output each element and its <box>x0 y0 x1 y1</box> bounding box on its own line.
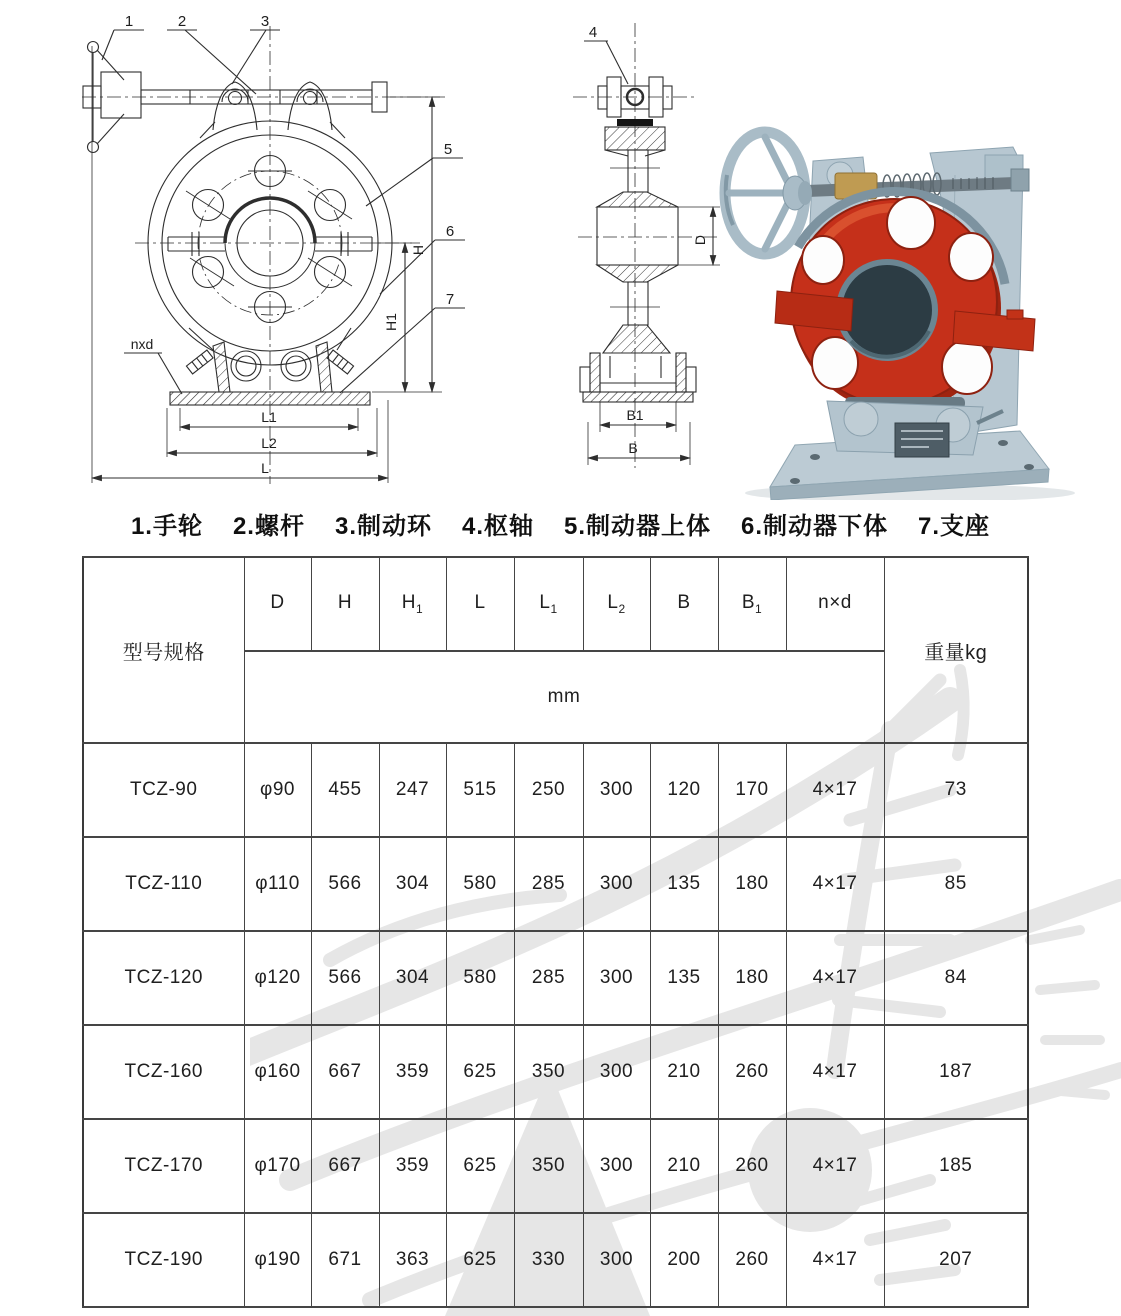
model-cell: TCZ-120 <box>83 931 244 1025</box>
value-cell: 304 <box>379 931 446 1025</box>
table-row <box>83 931 1028 1025</box>
weight-cell: 185 <box>884 1119 1028 1213</box>
dim-l-label: L <box>261 460 269 476</box>
callout-1-label: 1 <box>124 13 134 30</box>
table-row <box>83 1025 1028 1119</box>
value-cell: φ90 <box>244 743 311 837</box>
value-cell: 300 <box>583 931 650 1025</box>
value-cell: 625 <box>446 1119 514 1213</box>
value-cell: 285 <box>514 837 583 931</box>
col-header-b1: $B_1$ <box>718 557 786 651</box>
col-header-h: H <box>311 557 379 651</box>
value-cell: 300 <box>583 1119 650 1213</box>
value-cell: 300 <box>583 743 650 837</box>
value-cell: 300 <box>583 837 650 931</box>
model-column-header: 型号规格 <box>83 557 244 743</box>
callout-2-label: 2 <box>177 13 187 30</box>
callout-3-label: 3 <box>260 13 270 30</box>
table-row <box>83 837 1028 931</box>
value-cell: 625 <box>446 1213 514 1307</box>
col-header-l: L <box>446 557 514 651</box>
value-cell: 566 <box>311 837 379 931</box>
callout-6-label: 6 <box>445 223 455 240</box>
value-cell: 247 <box>379 743 446 837</box>
col-header-b: B <box>650 557 718 651</box>
table-row <box>83 1119 1028 1213</box>
dim-nxd-label: nxd <box>130 336 154 352</box>
value-cell: 330 <box>514 1213 583 1307</box>
model-cell: TCZ-110 <box>83 837 244 931</box>
product-photo <box>715 105 1121 500</box>
legend-item: 6.制动器下体 <box>741 513 889 540</box>
table-row <box>83 743 1028 837</box>
value-cell: 285 <box>514 931 583 1025</box>
value-cell: 580 <box>446 837 514 931</box>
value-cell: 580 <box>446 931 514 1025</box>
model-cell: TCZ-90 <box>83 743 244 837</box>
unit-cell: mm <box>244 651 884 743</box>
value-cell: φ120 <box>244 931 311 1025</box>
legend-item: 2.螺杆 <box>232 513 305 540</box>
col-header-l1: $L_1$ <box>514 557 583 651</box>
callout-5-label: 5 <box>443 141 453 158</box>
value-cell: 4×17 <box>786 743 884 837</box>
value-cell: 667 <box>311 1025 379 1119</box>
value-cell: 135 <box>650 931 718 1025</box>
model-cell: TCZ-190 <box>83 1213 244 1307</box>
value-cell: 671 <box>311 1213 379 1307</box>
value-cell: 4×17 <box>786 837 884 931</box>
col-header-nxd: n×d <box>786 557 884 651</box>
value-cell: 180 <box>718 931 786 1025</box>
value-cell: 359 <box>379 1025 446 1119</box>
value-cell: 304 <box>379 837 446 931</box>
value-cell: 566 <box>311 931 379 1025</box>
nameplate <box>895 423 949 457</box>
weight-cell: 85 <box>884 837 1028 931</box>
value-cell: φ160 <box>244 1025 311 1119</box>
value-cell: 300 <box>583 1025 650 1119</box>
value-cell: 363 <box>379 1213 446 1307</box>
spec-table-container <box>82 556 1029 1308</box>
weight-cell: 207 <box>884 1213 1028 1307</box>
col-header-h1: $H_1$ <box>379 557 446 651</box>
dim-h1-label: H1 <box>383 313 399 331</box>
model-cell: TCZ-160 <box>83 1025 244 1119</box>
dim-b-label: B <box>628 440 638 456</box>
value-cell: 120 <box>650 743 718 837</box>
value-cell: 260 <box>718 1119 786 1213</box>
value-cell: φ190 <box>244 1213 311 1307</box>
value-cell: 250 <box>514 743 583 837</box>
callout-7-label: 7 <box>445 291 455 308</box>
legend-item: 7.支座 <box>918 513 991 540</box>
weight-cell: 73 <box>884 743 1028 837</box>
header-row <box>83 557 1028 651</box>
spec-table-body <box>83 557 1028 1307</box>
parts-legend <box>0 506 1121 541</box>
col-header-d: D <box>244 557 311 651</box>
weight-cell: 187 <box>884 1025 1028 1119</box>
value-cell: 4×17 <box>786 1213 884 1307</box>
value-cell: 4×17 <box>786 931 884 1025</box>
front-view-drawing <box>80 10 480 500</box>
dim-l1-label: L1 <box>261 409 277 425</box>
callout-4-label: 4 <box>588 24 598 41</box>
legend-item: 3.制动环 <box>334 513 432 540</box>
value-cell: 200 <box>650 1213 718 1307</box>
weight-column-header: 重量kg <box>884 557 1028 743</box>
value-cell: 135 <box>650 837 718 931</box>
value-cell: 4×17 <box>786 1025 884 1119</box>
dim-l2-label: L2 <box>261 435 277 451</box>
model-cell: TCZ-170 <box>83 1119 244 1213</box>
value-cell: 667 <box>311 1119 379 1213</box>
value-cell: 260 <box>718 1025 786 1119</box>
value-cell: 300 <box>583 1213 650 1307</box>
legend-item: 4.枢轴 <box>461 513 534 540</box>
value-cell: 515 <box>446 743 514 837</box>
value-cell: 210 <box>650 1025 718 1119</box>
value-cell: 170 <box>718 743 786 837</box>
side-view-drawing <box>548 20 733 475</box>
value-cell: 455 <box>311 743 379 837</box>
dim-d-label: D <box>692 234 708 246</box>
value-cell: 210 <box>650 1119 718 1213</box>
dim-h-label: H <box>410 244 426 256</box>
value-cell: φ170 <box>244 1119 311 1213</box>
value-cell: 350 <box>514 1119 583 1213</box>
weight-cell: 84 <box>884 931 1028 1025</box>
table-row <box>83 1213 1028 1307</box>
legend-item: 1.手轮 <box>130 513 203 540</box>
value-cell: 625 <box>446 1025 514 1119</box>
spec-table <box>82 556 1029 1308</box>
value-cell: 350 <box>514 1025 583 1119</box>
legend-item: 5.制动器上体 <box>564 513 712 540</box>
value-cell: 260 <box>718 1213 786 1307</box>
value-cell: 359 <box>379 1119 446 1213</box>
col-header-l2: $L_2$ <box>583 557 650 651</box>
value-cell: φ110 <box>244 837 311 931</box>
dim-b1-label: B1 <box>626 407 644 423</box>
value-cell: 180 <box>718 837 786 931</box>
value-cell: 4×17 <box>786 1119 884 1213</box>
